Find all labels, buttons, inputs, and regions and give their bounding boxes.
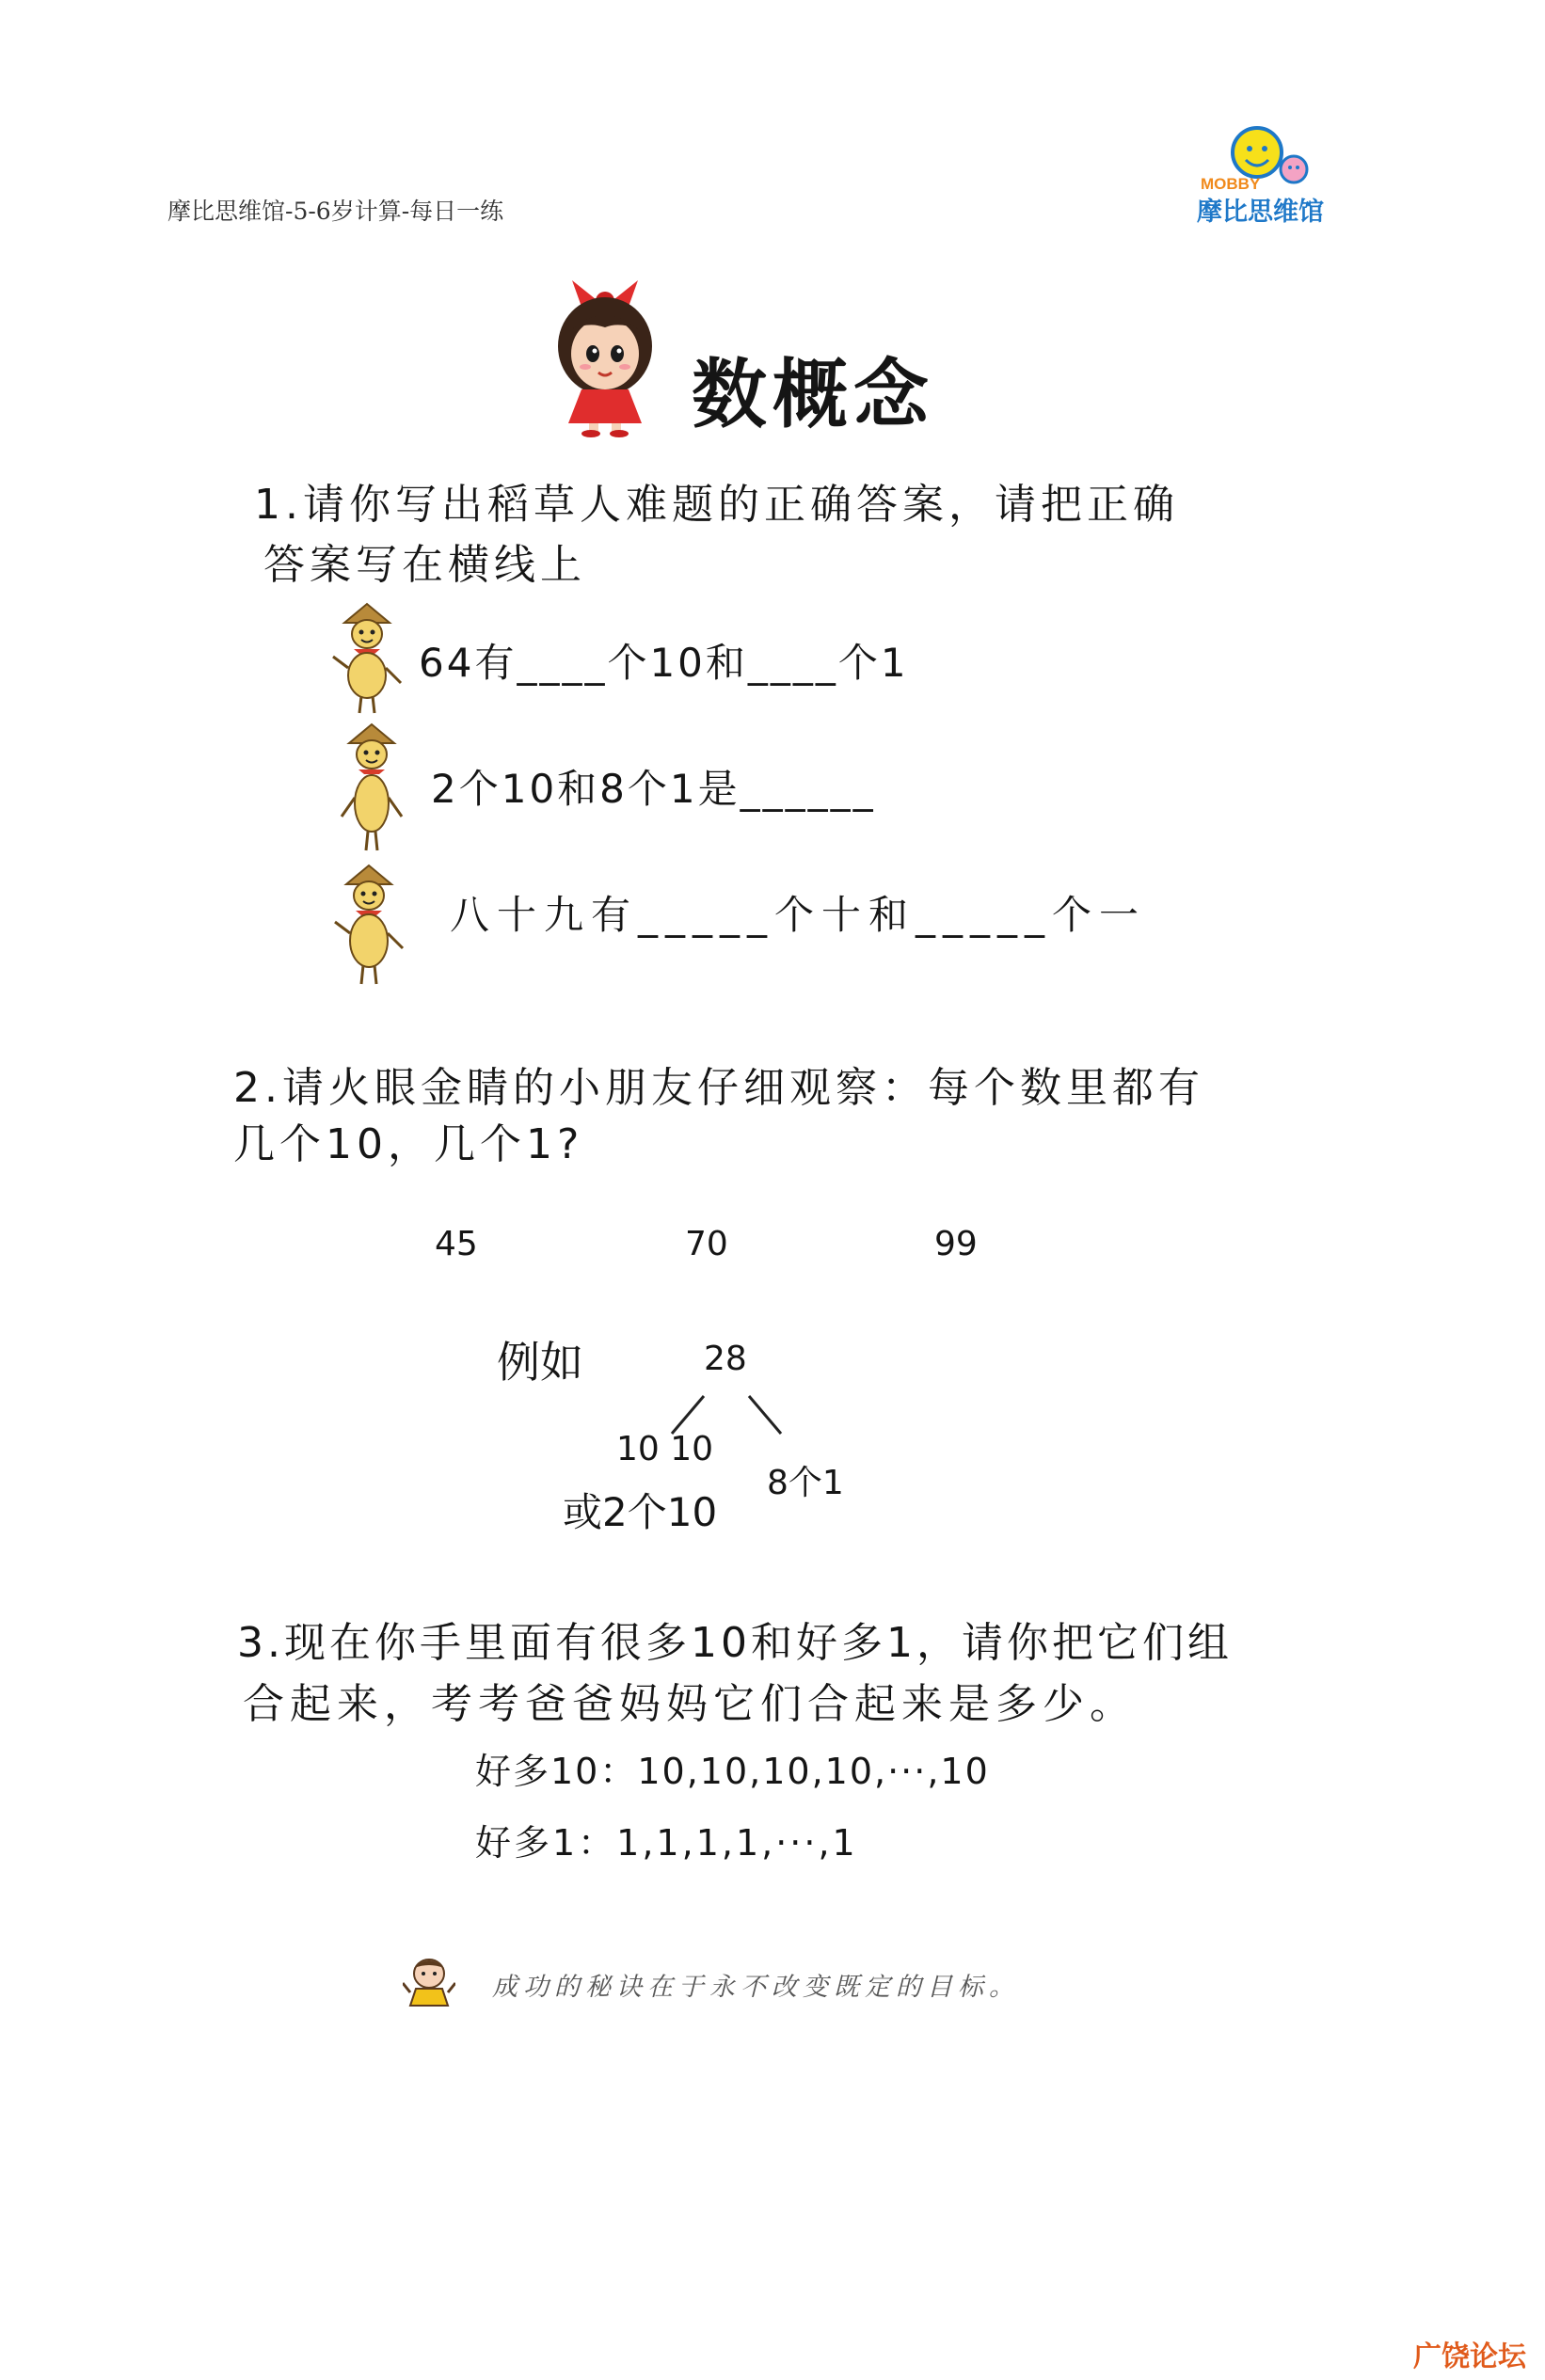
girl-mascot-icon <box>544 273 666 437</box>
q1-item-2: 2个10和8个1是______ <box>431 766 876 812</box>
right-branch: 8个1 <box>767 1464 844 1502</box>
left-branch: 10 10 <box>616 1430 714 1468</box>
watermark: 广饶论坛 <box>1413 2340 1526 2373</box>
q1-item-1: 64有____个10和____个1 <box>419 640 909 686</box>
scarecrow-icon <box>334 722 409 854</box>
q2-number-3: 99 <box>934 1225 978 1263</box>
q2-number-1: 45 <box>435 1225 478 1263</box>
q3-line2: 合起来，考考爸爸妈妈它们合起来是多少。 <box>243 1680 1137 1728</box>
header-text: 摩比思维馆-5-6岁计算-每日一练 <box>167 198 504 225</box>
boy-mascot-icon <box>403 1955 455 2011</box>
q1-line1: 1.请你写出稻草人难题的正确答案，请把正确 <box>254 481 1179 529</box>
example-label: 例如 <box>497 1337 583 1388</box>
scarecrow-icon <box>331 864 406 988</box>
q2-number-2: 70 <box>685 1225 728 1263</box>
q1-item-3: 八十九有_____个十和_____个一 <box>450 892 1147 938</box>
page-title: 数概念 <box>692 351 934 438</box>
scarecrow-icon <box>329 602 405 715</box>
example-number: 28 <box>704 1340 747 1378</box>
q3-tens: 好多10：10,10,10,10,···,10 <box>475 1751 990 1792</box>
q3-ones: 好多1：1,1,1,1,···,1 <box>475 1822 858 1864</box>
q2-line2: 几个10，几个1? <box>233 1120 584 1168</box>
footer-quote: 成功的秘诀在于永不改变既定的目标。 <box>492 1973 1020 2002</box>
logo-chinese-text: 摩比思维馆 <box>1197 198 1324 227</box>
q1-line2: 答案写在横线上 <box>263 541 586 589</box>
q3-line1: 3.现在你手里面有很多10和好多1，请你把它们组 <box>237 1619 1233 1667</box>
q2-line1: 2.请火眼金睛的小朋友仔细观察：每个数里都有 <box>233 1064 1204 1112</box>
or-text: 或2个10 <box>563 1489 718 1535</box>
logo-english-text: MOBBY <box>1201 175 1261 193</box>
